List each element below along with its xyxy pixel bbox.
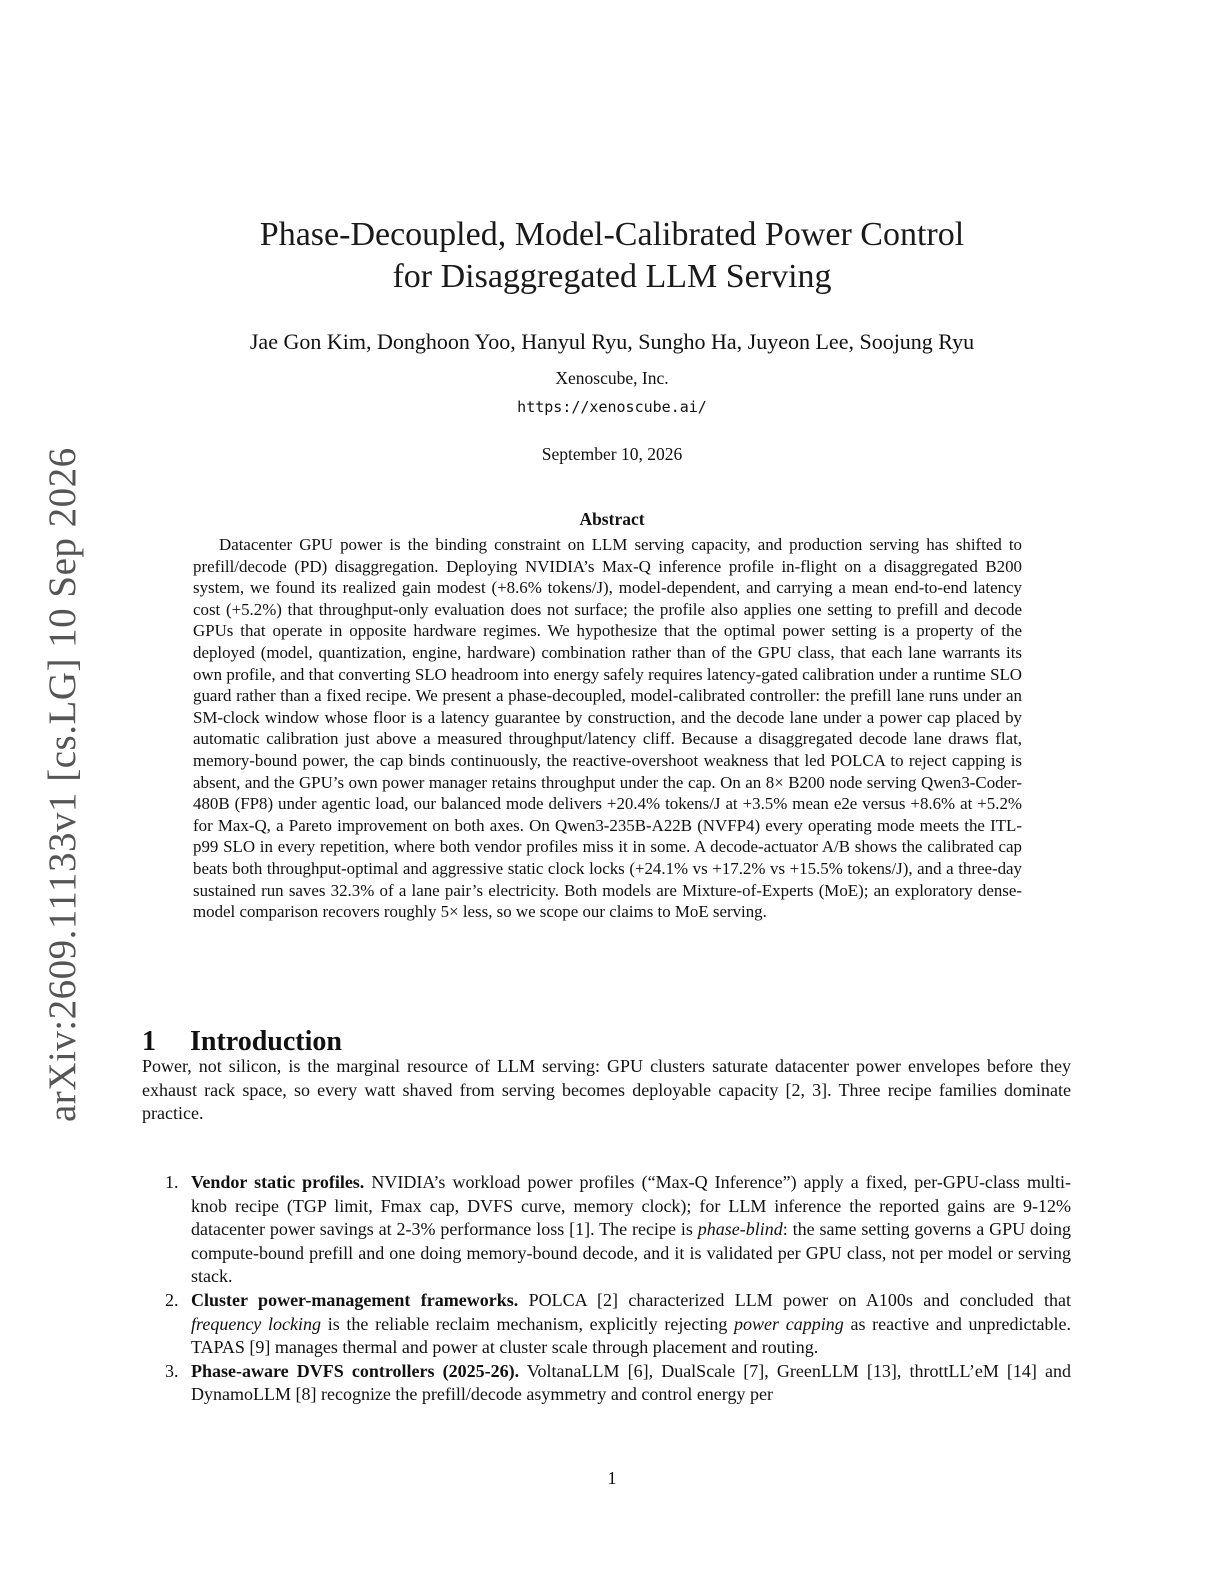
emphasis-text: frequency locking bbox=[191, 1313, 321, 1334]
affiliation-url[interactable]: https://xenoscube.ai/ bbox=[517, 398, 707, 416]
list-item-text: NVIDIA’s workload power profiles (“Max-Q Inference”) apply a fixed, per-GPU-class multi-knob recipe (TGP limit, Fmax cap, DVFS curve, memory clock); for LLM inference the reported gains are 9-12% datacenter power savings at 2-3% performance loss [1]. The recipe is bbox=[191, 1172, 1071, 1240]
list-item bbox=[142, 1360, 1071, 1407]
emphasis-text: phase-blind bbox=[697, 1219, 783, 1240]
list-item-text: : the same setting governs a GPU doing compute-bound prefill and one doing memory-bound decode, and it is validated per GPU class, not per model or serving stack. bbox=[191, 1219, 1071, 1287]
author-list: Jae Gon Kim, Donghoon Yoo, Hanyul Ryu, Sungho Ha, Juyeon Lee, Soojung Ryu bbox=[249, 329, 975, 354]
abstract-text: Datacenter GPU power is the binding constraint on LLM serving capacity, and production serving has shifted to prefill/decode (PD) disaggregation. Deploying NVIDIA’s Max-Q inference profile in-flight on a disaggregated B200 system, we found its realized gain modest (+8.6% tokens/J), model-dependent, and carrying a mean end-to-end latency cost (+5.2%) that throughput-only evaluation does not surface; the profile also applies one setting to prefill and decode GPUs that operate in opposite hardware regimes. We hypothesize that the optimal power setting is a property of the deployed (model, quantization, engine, hardware) combination rather than of the GPU class, that each lane warrants its own profile, and that converting SLO headroom into energy safely requires latency-gated calibration under a runtime SLO guard rather than a fixed recipe. We present a phase-decoupled, model-calibrated controller: the prefill lane runs under an SM-clock window whose floor is a latency guarantee by construction, and the decode lane under a power cap placed by automatic calibration just above a measured throughput/latency cliff. Because a disaggregated decode lane draws flat, memory-bound power, the cap binds continuously, the reactive-overshoot weakness that led POLCA to reject capping is absent, and the GPU’s own power manager retains throughput under the cap. On an 8× B200 node serving Qwen3-Coder-480B (FP8) under agentic load, our balanced mode delivers +20.4% tokens/J at +3.5% mean e2e versus +8.6% at +5.2% for Max-Q, a Pareto improvement on both axes. On Qwen3-235B-A22B (NVFP4) every operating mode meets the ITL-p99 SLO in every repetition, where both vendor profiles miss it in some. A decode-actuator A/B shows the calibrated cap beats both throughput-optimal and aggressive static clock locks (+24.1% vs +17.2% vs +15.5% tokens/J), and a three-day sustained run saves 32.3% of a lane pair’s electricity. Both models are Mixture-of-Experts (MoE); an exploratory dense-model comparison recovers roughly 5× less, so we scope our claims to MoE serving. bbox=[193, 535, 1022, 922]
list-item-text: as reactive and unpredictable. TAPAS [9] manages thermal and power at cluster scale through placement and routing. bbox=[191, 1313, 1071, 1358]
list-item-text: is the reliable reclaim mechanism, explicitly rejecting bbox=[321, 1313, 735, 1334]
list-item-heading: Phase-aware DVFS controllers (2025-26). bbox=[191, 1360, 520, 1381]
abstract-heading: Abstract bbox=[579, 509, 645, 529]
intro-paragraph: Power, not silicon, is the marginal resource of LLM serving: GPU clusters saturate datacenter power envelopes before they exhaust rack space, so every watt shaved from serving becomes deployable capacity [2, 3]. Three recipe families dominate practice. bbox=[142, 1056, 1071, 1124]
title-line-1: Phase-Decoupled, Model-Calibrated Power Control bbox=[259, 216, 965, 253]
arxiv-identifier: arXiv:2609.11133v1 [cs.LG] 10 Sep 2026 bbox=[41, 447, 84, 1123]
paper-title bbox=[0, 214, 1224, 298]
list-marker: 2. bbox=[165, 1289, 179, 1310]
list-item-heading: Cluster power-management frameworks. bbox=[191, 1289, 519, 1310]
list-marker: 1. bbox=[165, 1172, 179, 1192]
page-number: 1 bbox=[607, 1468, 617, 1488]
affiliation: Xenoscube, Inc. bbox=[555, 368, 669, 388]
list-marker: 3. bbox=[165, 1360, 179, 1381]
recipe-family-list bbox=[142, 1171, 1071, 1407]
list-item bbox=[142, 1171, 1071, 1289]
emphasis-text: power capping bbox=[734, 1313, 844, 1334]
list-item-heading: Vendor static profiles. bbox=[191, 1172, 365, 1192]
list-item-text: POLCA [2] characterized LLM power on A100s and concluded that bbox=[518, 1289, 1071, 1310]
paper-date: September 10, 2026 bbox=[541, 444, 683, 464]
section-number: 1 bbox=[142, 1026, 156, 1057]
title-line-2: for Disaggregated LLM Serving bbox=[392, 258, 832, 295]
section-title: Introduction bbox=[190, 1026, 342, 1057]
list-item-text: VoltanaLLM [6], DualScale [7], GreenLLM [13], throttLL’eM [14] and DynamoLLM [8] recognize the prefill/decode asymmetry and control energy per bbox=[191, 1360, 1071, 1405]
list-item bbox=[142, 1289, 1071, 1360]
